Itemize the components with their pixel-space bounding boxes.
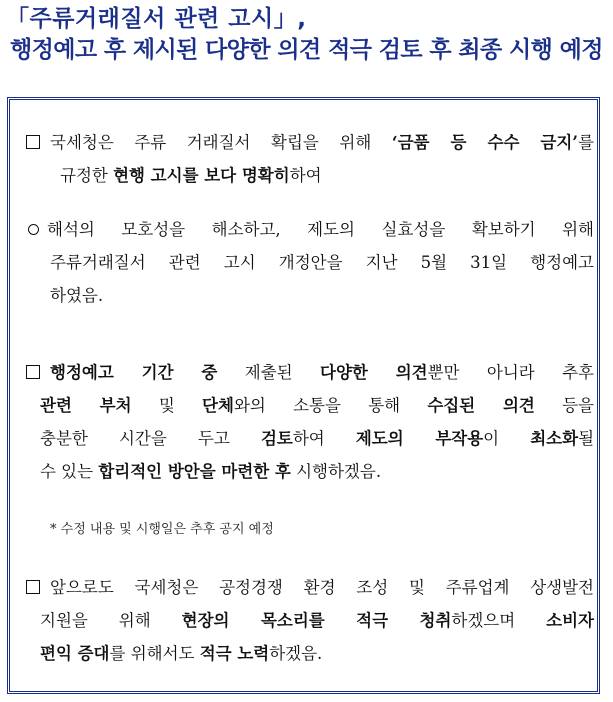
paragraph-4-line-2: 지원을 위해 현장의 목소리를 적극 청취하겠으며 소비자 xyxy=(40,611,594,630)
paragraph-3-line-3: 충분한 시간을 두고 검토하여 제도의 부작용이 최소화될 xyxy=(40,429,595,448)
paragraph-4-line-3: 편익 증대를 위해서도 적극 노력하겠음. xyxy=(40,644,323,663)
paragraph-3 xyxy=(26,356,594,488)
paragraph-1-line-2: 규정한 현행 고시를 보다 명확히하여 xyxy=(60,166,322,185)
paragraph-1-line-1: 국세청은 주류 거래질서 확립을 위해 ‘금품 등 수수 금지’를 xyxy=(26,126,594,159)
circle-bullet-icon xyxy=(28,224,39,235)
footnote: * 수정 내용 및 시행일은 추후 공지 예정 xyxy=(50,522,274,537)
paragraph-4 xyxy=(26,571,594,670)
square-bullet-icon xyxy=(26,365,40,379)
paragraph-3-line-1: 행정예고 기간 중 제출된 다양한 의견뿐만 아니라 추후 xyxy=(26,356,594,389)
paragraph-2-line-3: 하였음. xyxy=(50,286,104,305)
square-bullet-icon xyxy=(26,135,40,149)
paragraph-2 xyxy=(28,213,594,312)
title-line-2: 행정예고 후 제시된 다양한 의견 적극 검토 후 최종 시행 예정 xyxy=(10,37,603,63)
content-box xyxy=(7,97,600,694)
paragraph-2-line-1: 해석의 모호성을 해소하고, 제도의 실효성을 확보하기 위해 xyxy=(28,213,594,246)
paragraph-1 xyxy=(26,126,594,192)
paragraph-4-line-1: 앞으로도 국세청은 공정경쟁 환경 조성 및 주류업계 상생발전 xyxy=(26,571,594,604)
square-bullet-icon xyxy=(26,580,40,594)
paragraph-2-line-2: 주류거래질서 관련 고시 개정안을 지난 5월 31일 행정예고 xyxy=(50,253,594,272)
page-title xyxy=(0,4,613,66)
paragraph-3-line-4: 수 있는 합리적인 방안을 마련한 후 시행하겠음. xyxy=(40,462,382,481)
title-line-1: 「주류거래질서 관련 고시」, xyxy=(6,6,307,32)
paragraph-3-line-2: 관련 부처 및 단체와의 소통을 통해 수집된 의견 등을 xyxy=(40,396,594,415)
